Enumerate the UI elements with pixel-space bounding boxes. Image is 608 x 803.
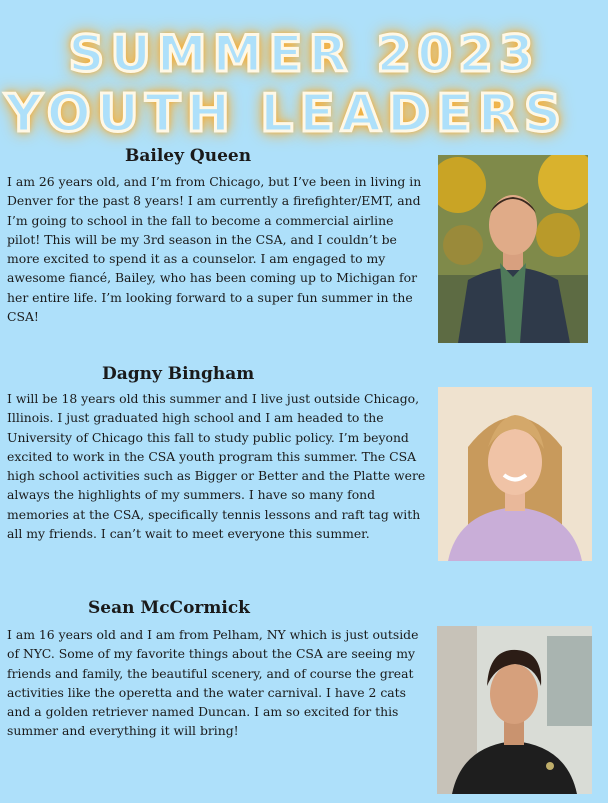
title-line-2: YOUTH LEADERS xyxy=(4,84,568,144)
leader-name-dagny: Dagny Bingham xyxy=(102,364,255,384)
title-line-1: SUMMER 2023 xyxy=(68,25,540,83)
leader-name-bailey: Bailey Queen xyxy=(125,146,252,166)
leader-bio-dagny: I will be 18 years old this summer and I live just outside Chicago, Illinois. I just graduated high school and I am headed to the University of Chicago this fall to study public policy. I’m beyond excited to work in the CSA youth program this summer. The CSA high school activities such as Bigger or Better and the Platte were always the highlights of my summers. I have so many fond memories at the CSA, specifically tennis lessons and raft tag with all my friends. I can’t wait to meet everyone this summer. xyxy=(7,391,426,542)
leader-photo-sean xyxy=(437,626,592,794)
leader-bio-sean: I am 16 years old and I am from Pelham, NY which is just outside of NYC. Some of my favorite things about the CSA are seeing my friends and family, the beautiful scenery, and of course the great activities like the operetta and the water carnival. I have 2 cats and a golden retriever named Duncan. I am so excited for this summer and everything it will bring! xyxy=(7,627,419,739)
leader-photo-bailey xyxy=(438,155,588,343)
leader-photo-dagny xyxy=(438,387,592,561)
leader-name-sean: Sean McCormick xyxy=(88,598,250,618)
leader-bio-bailey: I am 26 years old, and I’m from Chicago, but I’ve been in living in Denver for the past 8 years! I am currently a firefighter/EMT, and I’m going to school in the fall to become a commercial airline pilot! This will be my 3rd season in the CSA, and I couldn’t be more excited to spend it as a counselor. I am engaged to my awesome fiancé, Bailey, who has been coming up to Michigan for her entire life. I’m looking forward to a super fun summer in the CSA! xyxy=(7,174,422,325)
